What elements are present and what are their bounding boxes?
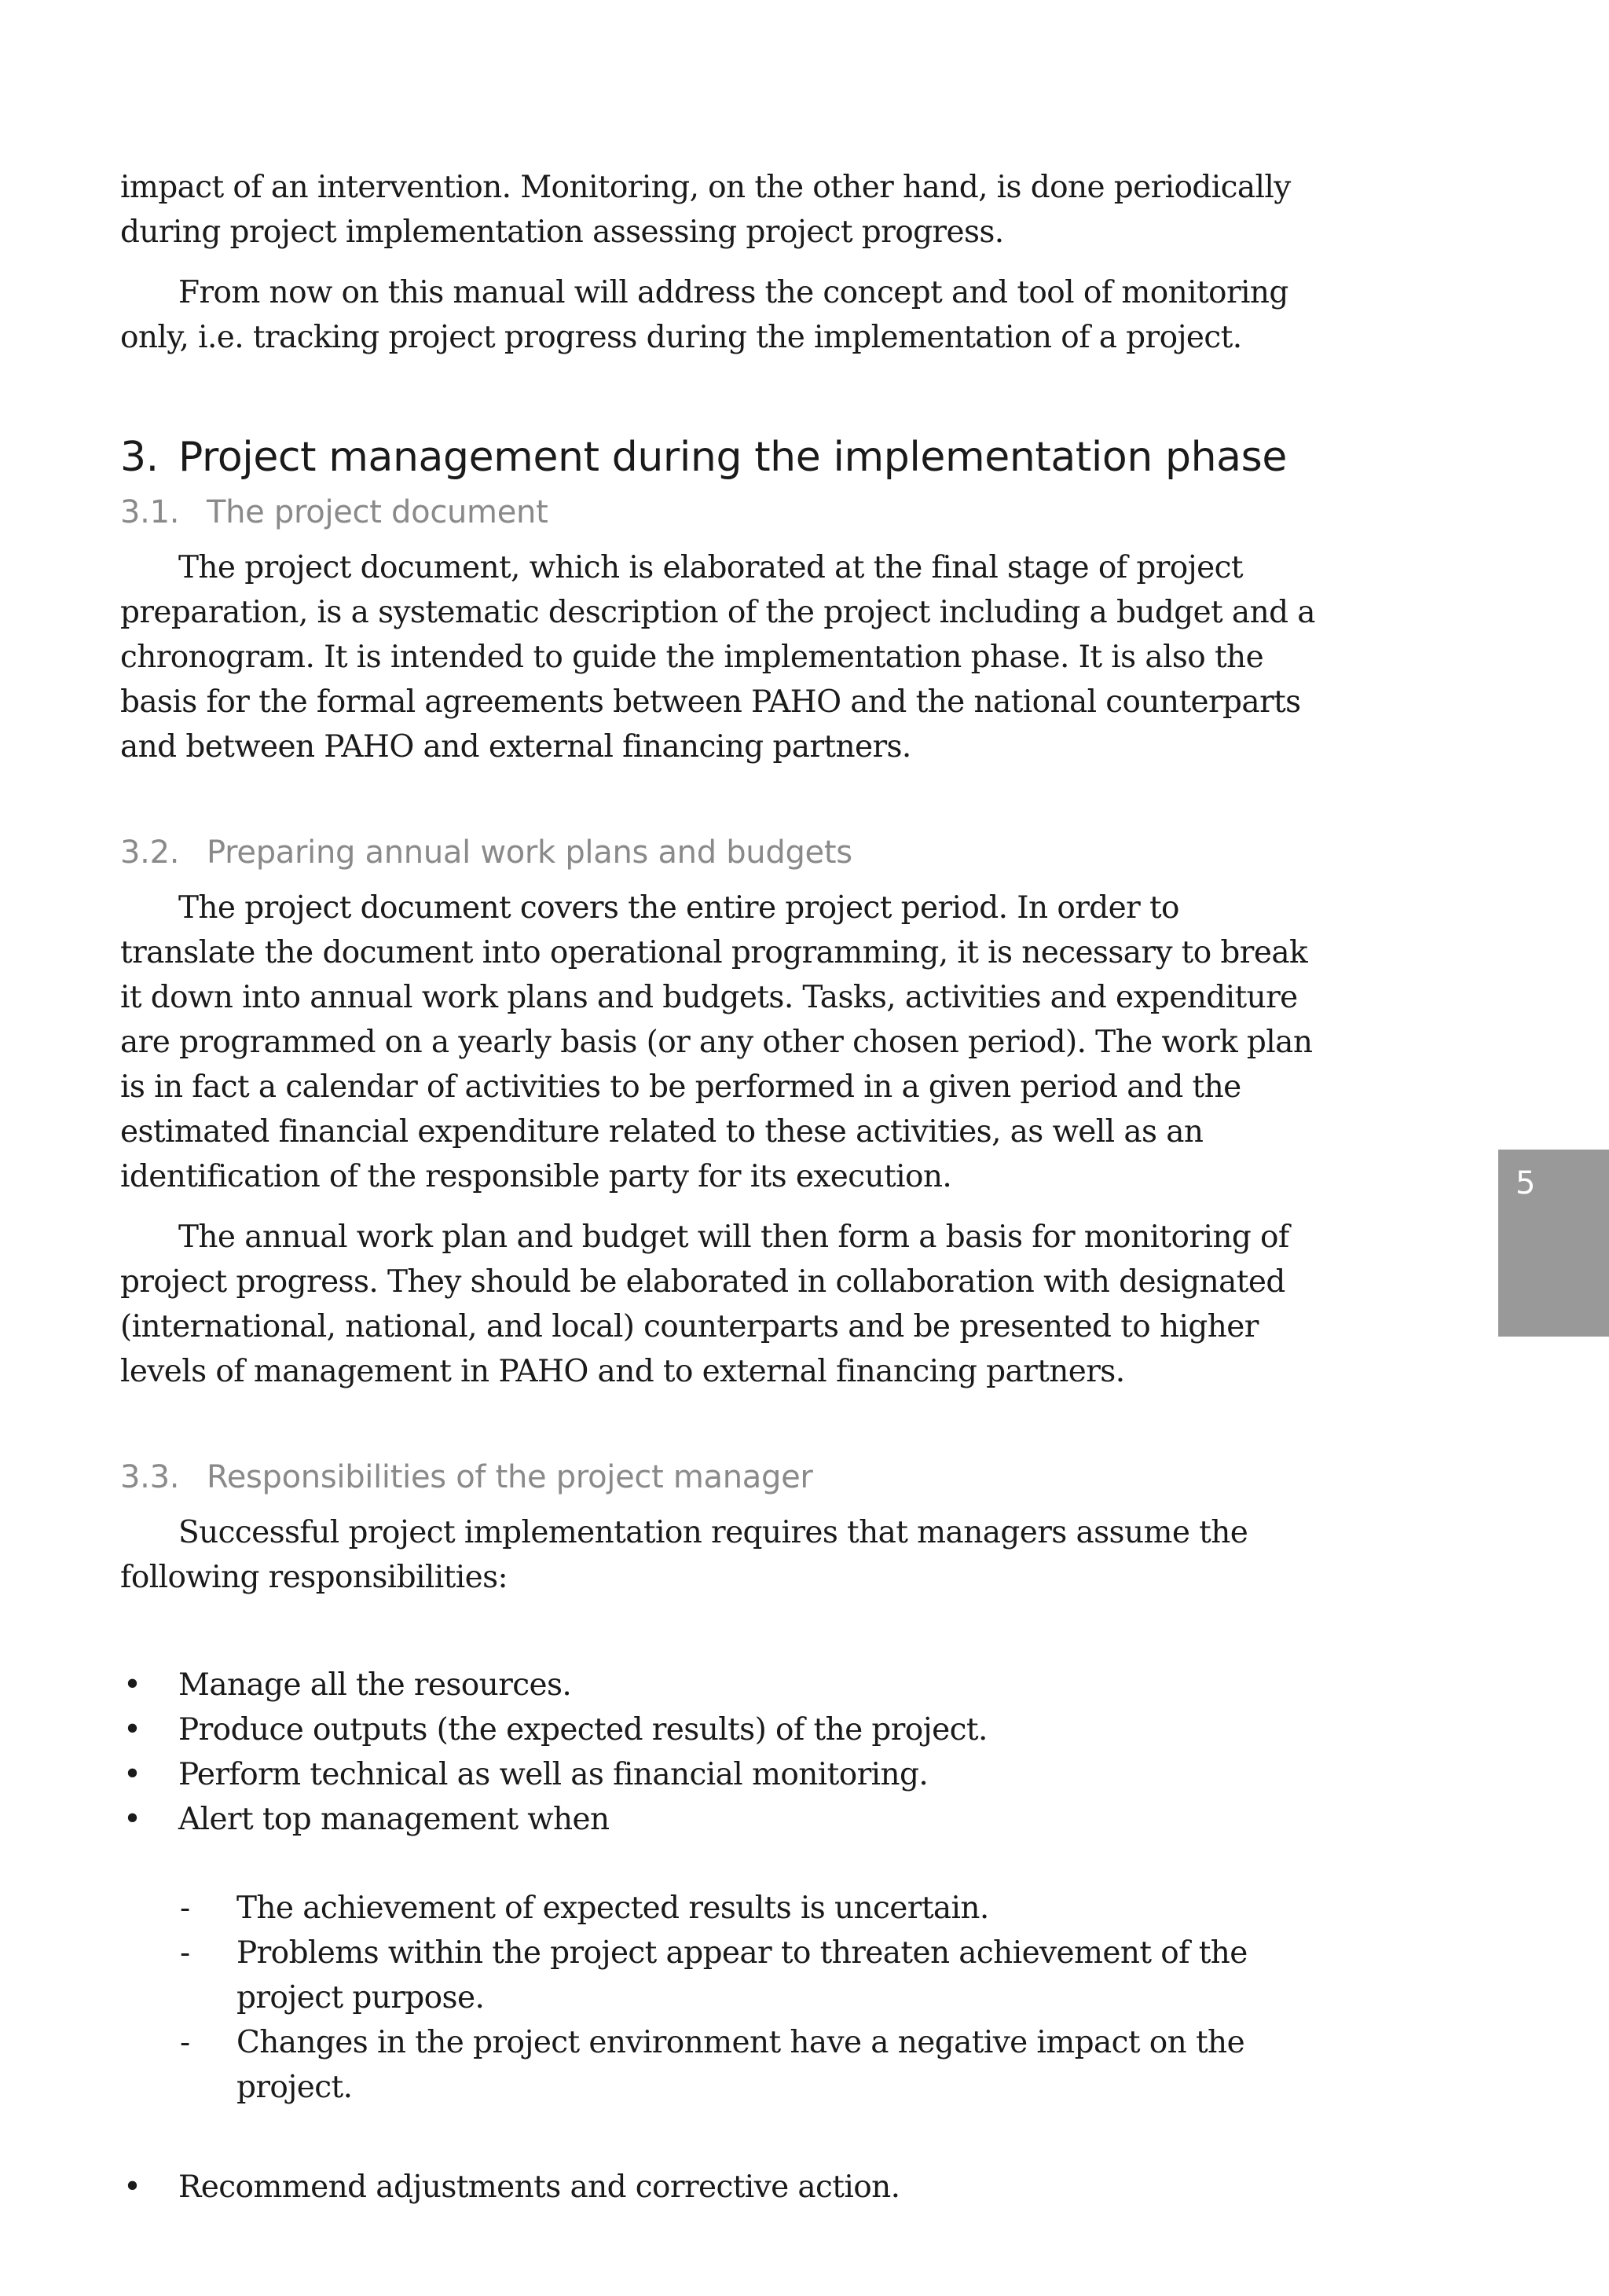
section-3-2-heading: [120, 831, 1322, 875]
section-3-2-number: 3.2.: [120, 834, 180, 871]
list-item: • Produce outputs (the expected results) of the project.: [120, 1707, 1322, 1752]
section-3-number: 3.: [120, 434, 159, 481]
intro-paragraph-2: From now on this manual will address the concept and tool of monitoring only, i.e. tracking project progress during the implementation of a project.: [120, 275, 1288, 355]
dash-icon: -: [180, 1935, 190, 1971]
section-3-3-number: 3.3.: [120, 1459, 180, 1495]
section-3-1-paragraph: The project document, which is elaborated at the final stage of project preparation, is a systematic description of the project including a budget and a chronogram. It is intended to guide the implementation phase. It is also the basis for the formal agreements between PAHO and the national counterparts and between PAHO and external financing partners.: [120, 550, 1315, 765]
dash-icon: -: [180, 1891, 190, 1926]
section-3-heading: [120, 432, 1322, 482]
alert-conditions-list: [120, 1886, 1322, 2110]
list-item: • Perform technical as well as financial monitoring.: [120, 1752, 1322, 1797]
section-3-2-paragraph-1: The project document covers the entire project period. In order to translate the document into operational programming, it is necessary to break it down into annual work plans and budgets. Tasks, activities and expenditure are programmed on a yearly basis (or any other chosen period). The work plan is in fact a calendar of activities to be performed in a given period and the estimated financial expenditure related to these activities, as well as an identification of the responsible party for its execution.: [120, 890, 1313, 1194]
intro-paragraph-1: impact of an intervention. Monitoring, on the other hand, is done periodically during project implementation assessing project progress.: [120, 170, 1291, 250]
bullet-icon: •: [123, 1712, 141, 1748]
bullet-icon: •: [123, 1757, 141, 1792]
section-3-2-paragraph-2: The annual work plan and budget will then form a basis for monitoring of project progress. They should be elaborated in collaboration with designated (international, national, and local) counterparts and be presented to higher levels of management in PAHO and to external financing partners.: [120, 1220, 1289, 1389]
section-3-1-number: 3.1.: [120, 494, 180, 530]
responsibilities-list: [120, 1663, 1322, 1842]
section-3-1-heading: [120, 490, 1322, 534]
section-3-2-title: Preparing annual work plans and budgets: [207, 834, 852, 871]
section-3-3-heading: [120, 1455, 1322, 1499]
section-3-title: Project management during the implementation phase: [178, 434, 1287, 481]
chapter-tab: 5: [1498, 1150, 1609, 1337]
list-item: • Recommend adjustments and corrective action.: [120, 2165, 1322, 2210]
section-3-3-title: Responsibilities of the project manager: [207, 1459, 813, 1495]
section-3-3-paragraph: Successful project implementation requires that managers assume the following responsibilities:: [120, 1515, 1248, 1595]
bullet-icon: •: [123, 2169, 141, 2205]
list-item: - Changes in the project environment have a negative impact on the project.: [120, 2020, 1322, 2110]
list-item: - Problems within the project appear to threaten achievement of the project purpose.: [120, 1931, 1322, 2020]
list-item: • Alert top management when: [120, 1797, 1322, 1842]
bullet-icon: •: [123, 1802, 141, 1837]
list-item: - The achievement of expected results is uncertain.: [120, 1886, 1322, 1931]
page-content: [120, 165, 1322, 2210]
list-item: • Manage all the resources.: [120, 1663, 1322, 1707]
final-responsibility-list: [120, 2165, 1322, 2210]
bullet-icon: •: [123, 1667, 141, 1703]
dash-icon: -: [180, 2025, 190, 2060]
section-3-1-title: The project document: [207, 494, 548, 530]
